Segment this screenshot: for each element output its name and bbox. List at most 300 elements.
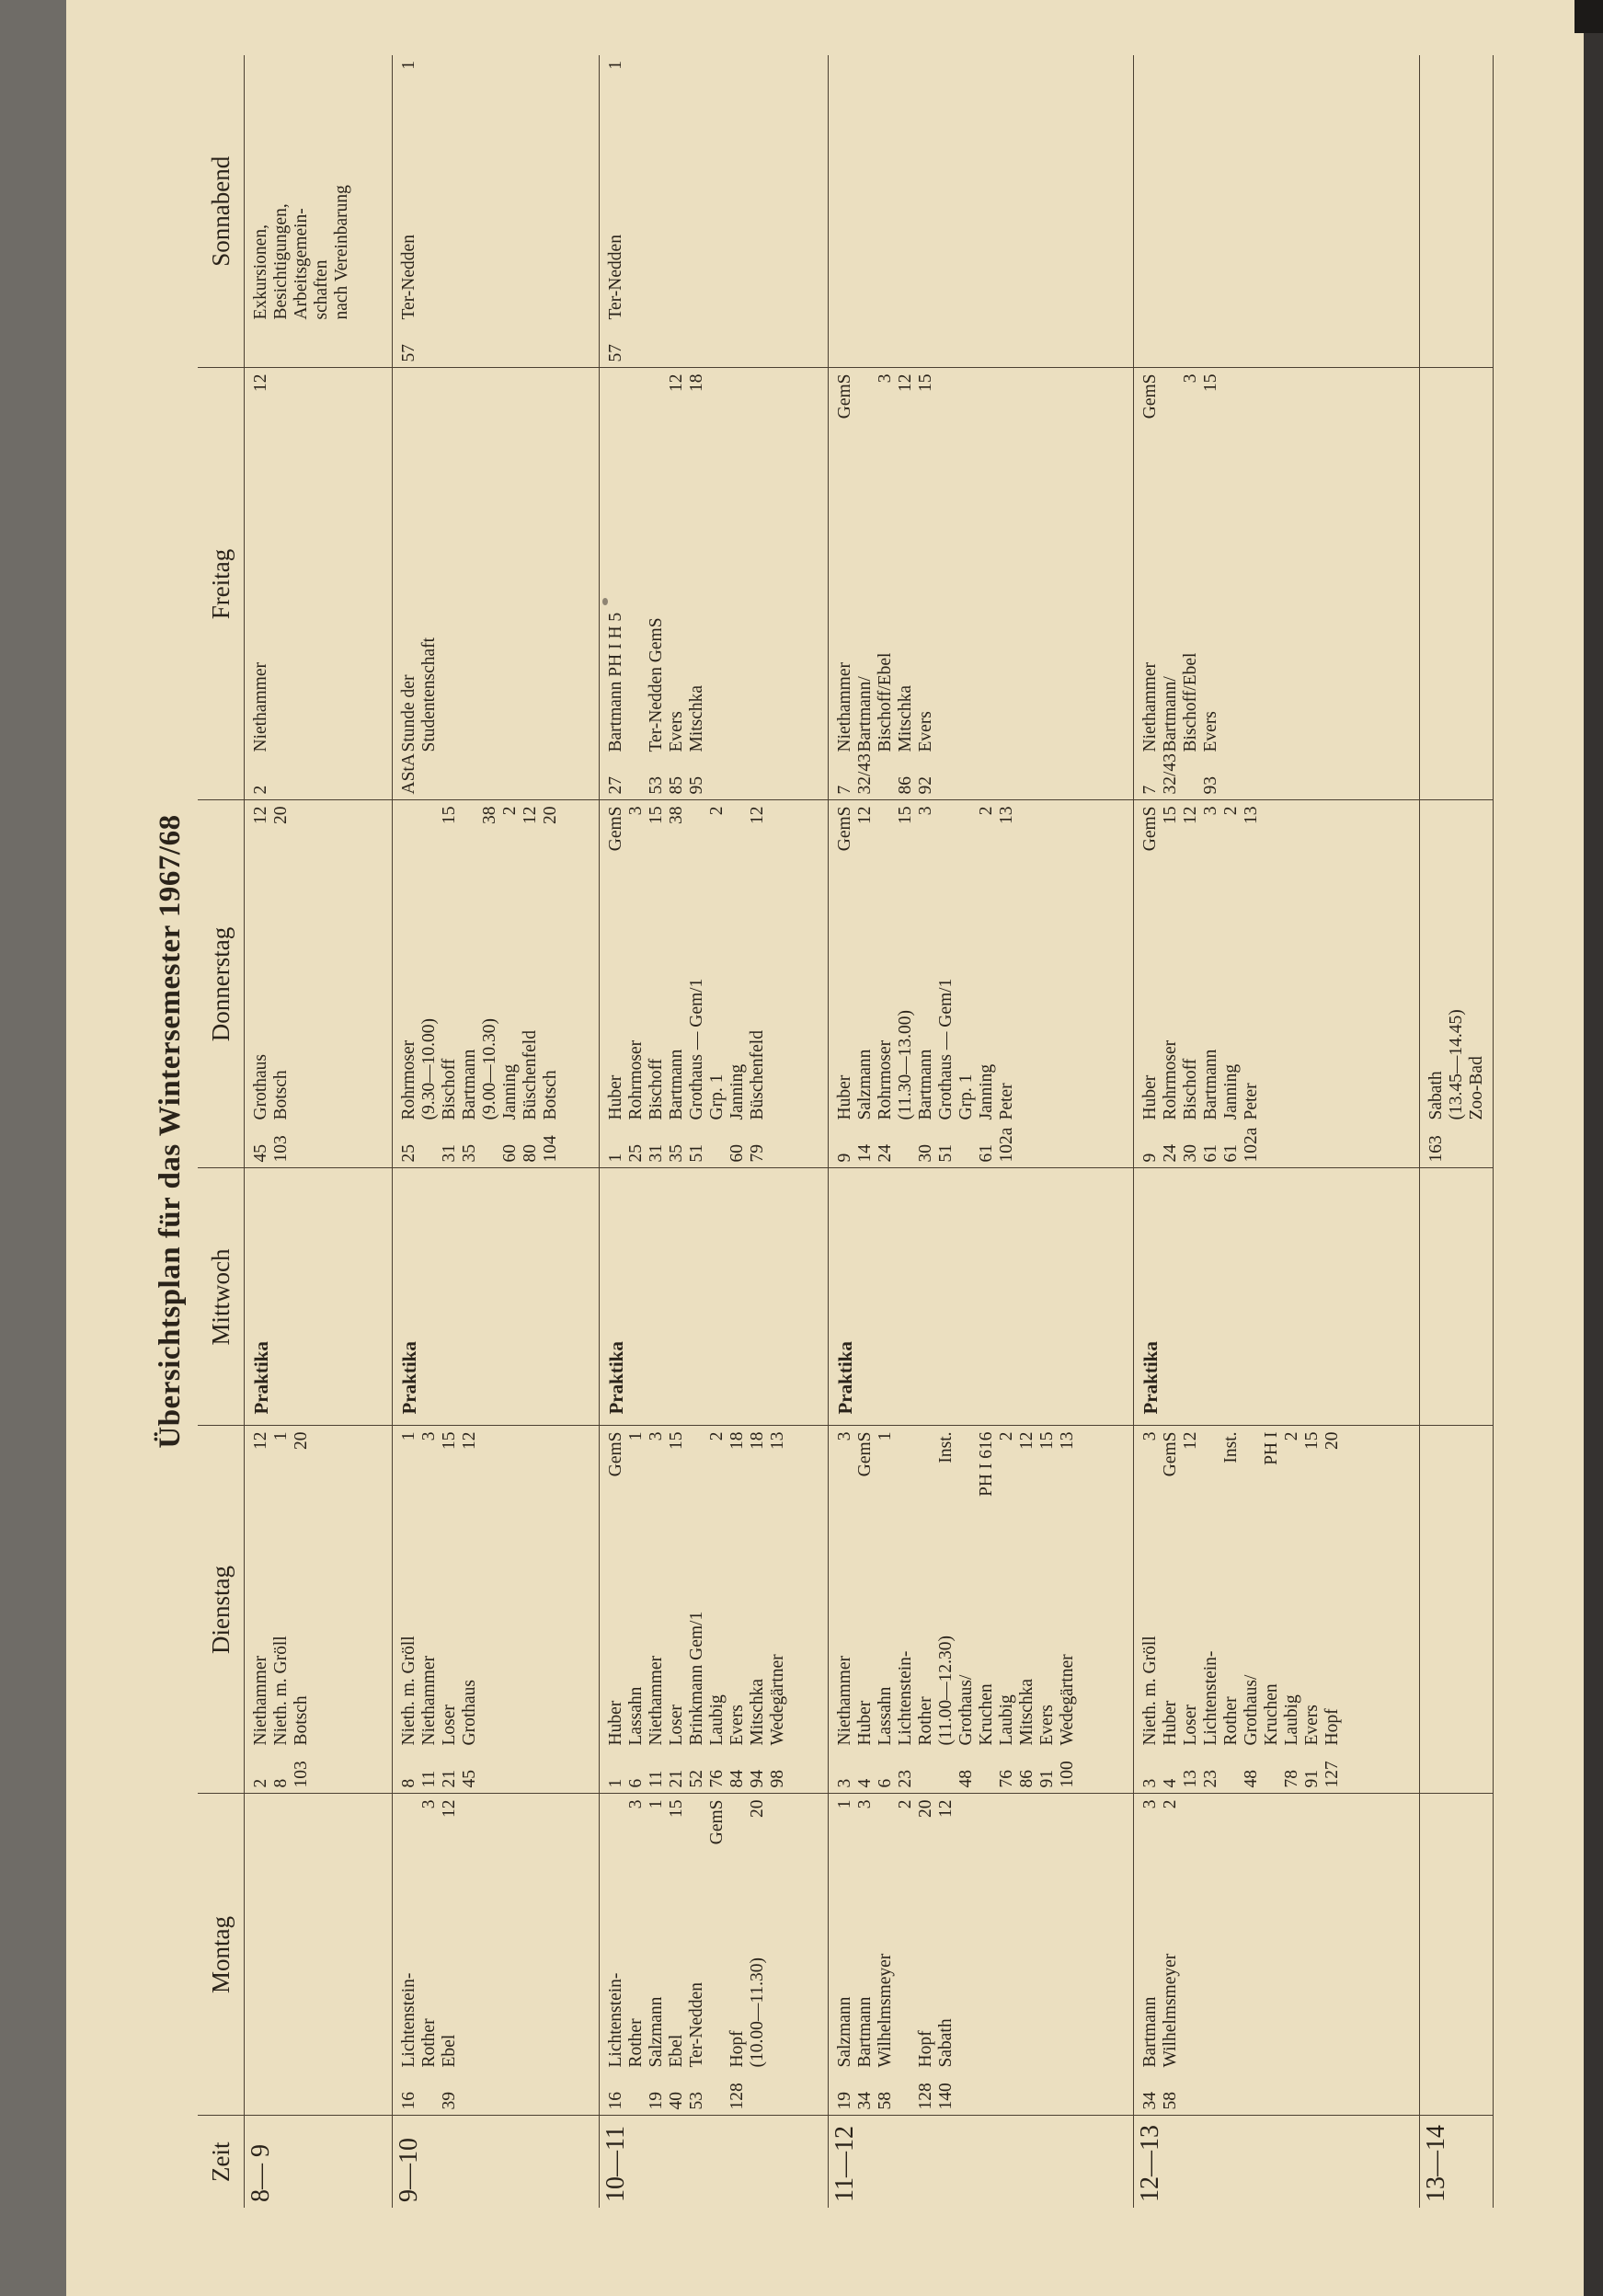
- course-number: 102a: [1242, 1127, 1261, 1163]
- schedule-row: [1420, 55, 1494, 2208]
- cell-mittwoch: [393, 1168, 600, 1426]
- course-text: Loser: [1181, 1705, 1200, 1746]
- course-text: Janning: [727, 1063, 747, 1120]
- time-slot: 10—11: [600, 2116, 829, 2208]
- course-text: Bischoff: [1181, 1058, 1200, 1120]
- course-text: Sabath: [936, 2018, 956, 2068]
- course-entry: [1161, 807, 1181, 1163]
- course-number: 45: [251, 1144, 270, 1163]
- cell-sonnabend: [393, 55, 600, 368]
- cell-freitag: [393, 368, 600, 800]
- room-label: 15: [440, 1431, 459, 1450]
- course-number: 1: [606, 1778, 625, 1788]
- course-text: Evers: [916, 711, 935, 752]
- room-label: 12: [936, 1799, 956, 1818]
- course-entry: [1242, 807, 1262, 1163]
- room-label: GemS: [835, 806, 854, 852]
- course-entry: [292, 61, 312, 362]
- room-label: GemS: [855, 1431, 875, 1477]
- room-label: 12: [748, 806, 767, 824]
- course-entry: [997, 807, 1017, 1163]
- course-entry: [977, 1432, 997, 1788]
- course-text: Niethammer: [251, 662, 270, 752]
- course-entry: [855, 1432, 876, 1788]
- cell-sonnabend: [1420, 55, 1494, 368]
- room-label: 12: [251, 1431, 270, 1450]
- course-number: 61: [1221, 1144, 1241, 1163]
- course-number: 6: [626, 1778, 646, 1788]
- course-number: 25: [399, 1144, 418, 1163]
- scan-corner-mark: [1574, 0, 1603, 33]
- course-number: 103: [271, 1135, 291, 1163]
- course-entry: [748, 1800, 768, 2110]
- course-entry: [916, 807, 936, 1163]
- cell-mittwoch: [1134, 1168, 1420, 1426]
- course-number: 34: [855, 2092, 875, 2110]
- room-label: 18: [687, 373, 706, 392]
- course-number: 14: [855, 1144, 875, 1163]
- course-number: 60: [727, 1144, 747, 1163]
- room-label: 15: [1302, 1431, 1322, 1450]
- cell-mittwoch: [1420, 1168, 1494, 1426]
- room-label: 1: [271, 1431, 291, 1441]
- course-number: 4: [1161, 1778, 1180, 1788]
- room-label: 1: [835, 1799, 854, 1809]
- course-entry: [687, 374, 707, 795]
- room-label: 2: [1282, 1431, 1301, 1441]
- course-text: Arbeitsgemein-: [292, 208, 311, 320]
- course-text: Lichtenstein-: [606, 1972, 625, 2068]
- course-entry: [606, 1175, 626, 1420]
- course-number: 92: [916, 776, 935, 795]
- header-donnerstag: Donnerstag: [198, 800, 245, 1168]
- cell-dienstag: [829, 1426, 1134, 1794]
- cell-montag: [829, 1794, 1134, 2116]
- room-label: 20: [271, 806, 291, 824]
- course-number: 84: [727, 1770, 747, 1788]
- course-number: 58: [1161, 2092, 1180, 2110]
- course-text: Lichtenstein-: [896, 1650, 915, 1746]
- course-text: Praktika: [1139, 1341, 1162, 1415]
- course-text: Bischoff/Ebel: [876, 652, 895, 752]
- room-label: 20: [541, 806, 560, 824]
- course-number: 128: [727, 2083, 747, 2110]
- course-number: 98: [768, 1770, 787, 1788]
- room-label: Inst.: [936, 1431, 956, 1464]
- course-entry: [667, 807, 687, 1163]
- schedule-body: [245, 55, 1494, 2208]
- room-label: 18: [748, 1431, 767, 1450]
- course-text: Niethammer: [647, 1656, 666, 1746]
- course-text: Grothaus — Gem/1: [687, 978, 706, 1120]
- course-number: 80: [521, 1144, 540, 1163]
- course-text: Lassahn: [626, 1686, 646, 1746]
- course-number: 86: [1017, 1770, 1036, 1788]
- course-text: Mitschka: [687, 684, 706, 752]
- course-entry: [835, 1175, 855, 1420]
- course-text: Bartmann/: [1161, 676, 1180, 752]
- course-entry: [1181, 1432, 1201, 1788]
- course-entry: [835, 1432, 855, 1788]
- course-text: Evers: [1201, 711, 1220, 752]
- course-entry: [1037, 1432, 1058, 1788]
- room-label: GemS: [1140, 373, 1160, 419]
- course-number: 35: [667, 1144, 686, 1163]
- cell-dienstag: [1134, 1426, 1420, 1794]
- course-text: Bartmann: [667, 1049, 686, 1120]
- cell-dienstag: [1420, 1426, 1494, 1794]
- header-zeit: Zeit: [198, 2116, 245, 2208]
- course-entry: [855, 374, 876, 795]
- cell-dienstag: [393, 1426, 600, 1794]
- course-text: Nieth. m. Gröll: [1140, 1636, 1160, 1746]
- schedule-row: [1134, 55, 1420, 2208]
- room-label: 15: [667, 1431, 686, 1450]
- course-text: Praktika: [250, 1341, 272, 1415]
- course-number: 39: [440, 2092, 459, 2110]
- cell-mittwoch: [829, 1168, 1134, 1426]
- course-number: 104: [541, 1135, 560, 1163]
- room-label: 20: [748, 1799, 767, 1818]
- course-number: 91: [1037, 1770, 1057, 1788]
- course-number: 48: [956, 1770, 976, 1788]
- course-entry: [1322, 1432, 1343, 1788]
- course-number: 53: [647, 776, 666, 795]
- course-text: Hopf: [916, 2030, 935, 2068]
- room-label: Inst.: [1221, 1431, 1241, 1464]
- course-entry: [1181, 807, 1201, 1163]
- room-label: 12: [855, 806, 875, 824]
- course-entry: [251, 61, 271, 362]
- course-number: 103: [292, 1761, 311, 1788]
- room-label: 12: [1017, 1431, 1036, 1450]
- cell-freitag: [600, 368, 829, 800]
- course-text: Grothaus/: [1242, 1674, 1261, 1746]
- course-number: 91: [1302, 1770, 1322, 1788]
- room-label: 2: [1221, 806, 1241, 816]
- course-text: Büschenfeld: [521, 1030, 540, 1120]
- room-label: GemS: [606, 806, 625, 852]
- course-entry: [667, 1432, 687, 1788]
- course-entry: [956, 807, 977, 1163]
- course-text: Niethammer: [835, 1656, 854, 1746]
- course-number: 95: [687, 776, 706, 795]
- course-entry: [419, 374, 440, 795]
- course-entry: [312, 61, 332, 362]
- course-number: 19: [647, 2092, 666, 2110]
- course-number: 79: [748, 1144, 767, 1163]
- course-number: 102a: [997, 1127, 1016, 1163]
- course-text: Nieth. m. Gröll: [399, 1636, 418, 1746]
- course-number: 25: [626, 1144, 646, 1163]
- course-entry: [419, 807, 440, 1163]
- course-entry: [997, 1432, 1017, 1788]
- course-number: 35: [460, 1144, 479, 1163]
- room-label: 1: [647, 1799, 666, 1809]
- course-entry: [440, 1800, 460, 2110]
- room-label: 20: [292, 1431, 311, 1450]
- room-label: 20: [1322, 1431, 1342, 1450]
- course-text: Bartmann: [855, 1996, 875, 2068]
- room-label: 12: [521, 806, 540, 824]
- course-entry: [647, 1432, 667, 1788]
- room-label: 38: [480, 806, 499, 824]
- course-text: Bartmann: [460, 1049, 479, 1120]
- course-entry: [399, 1175, 419, 1420]
- course-text: Niethammer: [1140, 662, 1160, 752]
- course-text: (11.30—13.00): [896, 1009, 915, 1120]
- course-entry: [916, 374, 936, 795]
- course-text: Botsch: [271, 1070, 291, 1120]
- room-label: GemS: [1161, 1431, 1180, 1477]
- course-number: 94: [748, 1770, 767, 1788]
- course-entry: [460, 1432, 480, 1788]
- course-number: 3: [835, 1778, 854, 1788]
- cell-dienstag: [600, 1426, 829, 1794]
- course-entry: [1017, 1432, 1037, 1788]
- course-number: 51: [936, 1144, 956, 1163]
- course-entry: [748, 807, 768, 1163]
- course-number: 30: [1181, 1144, 1200, 1163]
- room-label: 15: [667, 1799, 686, 1818]
- course-number: 7: [835, 785, 854, 795]
- course-entry: [936, 1432, 956, 1788]
- course-text: Hopf: [727, 2030, 747, 2068]
- header-mittwoch: Mittwoch: [198, 1168, 245, 1426]
- header-sonnabend: Sonnabend: [198, 55, 245, 368]
- room-label: 1: [399, 61, 418, 70]
- course-text: Grothaus: [251, 1054, 270, 1120]
- room-label: 3: [1201, 806, 1220, 816]
- cell-freitag: [245, 368, 393, 800]
- time-slot: 8— 9: [245, 2116, 393, 2208]
- rotated-content: [143, 55, 1486, 2208]
- course-number: 7: [1140, 785, 1160, 795]
- course-number: 53: [687, 2092, 706, 2110]
- course-entry: [500, 807, 521, 1163]
- course-number: 128: [916, 2083, 935, 2110]
- room-label: 13: [768, 1431, 787, 1450]
- course-entry: [399, 61, 419, 362]
- course-number: 58: [876, 2092, 895, 2110]
- room-label: 3: [1181, 373, 1200, 384]
- course-entry: [855, 1800, 876, 2110]
- course-entry: [521, 807, 541, 1163]
- course-text: Nieth. m. Gröll: [271, 1636, 291, 1746]
- cell-montag: [245, 1794, 393, 2116]
- room-label: 12: [1181, 1431, 1200, 1450]
- course-number: 3: [1140, 1778, 1160, 1788]
- cell-mittwoch: [600, 1168, 829, 1426]
- course-text: Mitschka: [1017, 1678, 1036, 1746]
- course-text: (9.30—10.00): [419, 1018, 439, 1120]
- course-text: Salzmann: [647, 1996, 666, 2068]
- room-label: 18: [727, 1431, 747, 1450]
- header-freitag: Freitag: [198, 368, 245, 800]
- schedule-row: [245, 55, 393, 2208]
- course-entry: [1201, 374, 1221, 795]
- course-number: 13: [1181, 1770, 1200, 1788]
- course-entry: [707, 807, 727, 1163]
- course-entry: [667, 374, 687, 795]
- course-text: Rohrmoser: [876, 1039, 895, 1120]
- course-number: 76: [997, 1770, 1016, 1788]
- course-text: Salzmann: [835, 1996, 854, 2068]
- course-entry: [1161, 1432, 1181, 1788]
- course-entry: [1161, 1800, 1181, 2110]
- course-number: 30: [916, 1144, 935, 1163]
- room-label: 13: [1242, 806, 1261, 824]
- room-label: 38: [667, 806, 686, 824]
- room-label: 15: [1161, 806, 1180, 824]
- course-text: Evers: [727, 1705, 747, 1746]
- course-text: Büschenfeld: [748, 1030, 767, 1120]
- course-entry: [727, 807, 748, 1163]
- course-text: Praktika: [398, 1341, 420, 1415]
- course-entry: [896, 374, 916, 795]
- room-label: 3: [626, 806, 646, 816]
- course-number: 21: [440, 1770, 459, 1788]
- course-text: Lassahn: [876, 1686, 895, 1746]
- course-text: nach Vereinbarung: [332, 185, 351, 320]
- course-entry: [399, 1432, 419, 1788]
- course-text: Praktika: [834, 1341, 856, 1415]
- course-text: Hopf: [1322, 1708, 1342, 1746]
- course-text: Huber: [855, 1700, 875, 1746]
- course-entry: [626, 1432, 647, 1788]
- room-label: 3: [916, 806, 935, 816]
- course-text: Grp. 1: [707, 1073, 727, 1120]
- course-number: 127: [1322, 1761, 1342, 1788]
- course-text: Wedegärtner: [768, 1654, 787, 1746]
- room-label: PH I: [1262, 1431, 1281, 1465]
- header-montag: Montag: [198, 1794, 245, 2116]
- course-entry: [876, 1800, 896, 2110]
- course-number: 34: [1140, 2092, 1160, 2110]
- course-text: Ebel: [440, 2034, 459, 2068]
- course-text: Mitschka: [748, 1678, 767, 1746]
- course-text: (9.00—10.30): [480, 1018, 499, 1120]
- course-text: Praktika: [605, 1341, 627, 1415]
- course-number: 86: [896, 776, 915, 795]
- room-label: 3: [1140, 1431, 1160, 1441]
- course-text: Huber: [1140, 1074, 1160, 1120]
- course-text: Sabath: [1426, 1071, 1446, 1120]
- cell-montag: [600, 1794, 829, 2116]
- course-number: 4: [855, 1778, 875, 1788]
- course-entry: [727, 1432, 748, 1788]
- course-text: Ter-Nedden: [687, 1982, 706, 2068]
- course-entry: [687, 1800, 707, 2110]
- course-text: Janning: [1221, 1063, 1241, 1120]
- course-text: Huber: [606, 1074, 625, 1120]
- course-entry: [271, 61, 292, 362]
- room-label: 12: [667, 373, 686, 392]
- course-text: Bischoff: [647, 1058, 666, 1120]
- course-entry: [1201, 1432, 1221, 1788]
- course-entry: [606, 1800, 626, 2110]
- course-entry: [707, 1800, 727, 2110]
- page-title: Übersichtsplan für das Wintersemester 1967/68: [154, 814, 187, 1449]
- course-entry: [916, 1432, 936, 1788]
- room-label: GemS: [707, 1799, 727, 1845]
- course-entry: [835, 807, 855, 1163]
- schedule-row: [829, 55, 1134, 2208]
- room-label: 2: [896, 1799, 915, 1809]
- room-label: 13: [1058, 1431, 1077, 1450]
- course-text: Lichtenstein-: [1201, 1650, 1220, 1746]
- course-text: Bischoff/Ebel: [1181, 652, 1200, 752]
- course-entry: [460, 807, 480, 1163]
- course-entry: [727, 1800, 748, 2110]
- course-number: 8: [399, 1778, 418, 1788]
- course-text: Kruchen: [977, 1683, 996, 1746]
- course-text: Besichtigungen,: [271, 203, 291, 320]
- course-entry: [1221, 1432, 1242, 1788]
- room-label: 3: [419, 1431, 439, 1441]
- course-number: 45: [460, 1770, 479, 1788]
- course-text: Bartmann: [1140, 1996, 1160, 2068]
- course-number: 140: [936, 2083, 956, 2110]
- header-dienstag: Dienstag: [198, 1426, 245, 1794]
- course-entry: [292, 1432, 312, 1788]
- time-slot: 13—14: [1420, 2116, 1494, 2208]
- course-entry: [1201, 807, 1221, 1163]
- course-entry: [768, 1432, 788, 1788]
- course-entry: [419, 1432, 440, 1788]
- course-number: 2: [251, 785, 270, 795]
- course-text: Peter: [1242, 1083, 1261, 1120]
- course-text: Laubig: [997, 1694, 1016, 1746]
- room-label: 20: [916, 1799, 935, 1818]
- course-entry: [916, 1800, 936, 2110]
- course-number: AStA: [399, 753, 418, 795]
- course-entry: [419, 1800, 440, 2110]
- room-label: 2: [707, 1431, 727, 1441]
- cell-montag: [393, 1794, 600, 2116]
- course-number: 85: [667, 776, 686, 795]
- room-label: 3: [835, 1431, 854, 1441]
- course-entry: [606, 374, 626, 795]
- course-entry: [541, 807, 561, 1163]
- course-number: 24: [1161, 1144, 1180, 1163]
- cell-sonnabend: [829, 55, 1134, 368]
- course-text: Ter-Nedden: [606, 235, 625, 320]
- room-label: 12: [251, 373, 270, 392]
- course-entry: [440, 807, 460, 1163]
- course-number: 52: [687, 1770, 706, 1788]
- header-row: [198, 55, 245, 2208]
- course-entry: [896, 1800, 916, 2110]
- course-number: 11: [419, 1770, 439, 1788]
- course-entry: [1221, 807, 1242, 1163]
- course-number: 24: [876, 1144, 895, 1163]
- course-entry: [896, 807, 916, 1163]
- course-number: 93: [1201, 776, 1220, 795]
- course-entry: [606, 807, 626, 1163]
- course-number: 2: [251, 1778, 270, 1788]
- course-entry: [855, 807, 876, 1163]
- room-label: GemS: [1140, 806, 1160, 852]
- course-number: 163: [1426, 1135, 1446, 1163]
- course-text: Grothaus/: [956, 1674, 976, 1746]
- course-entry: [480, 807, 500, 1163]
- course-number: 48: [1242, 1770, 1261, 1788]
- course-entry: [687, 1432, 707, 1788]
- course-text: Ebel: [667, 2034, 686, 2068]
- cell-freitag: [1420, 368, 1494, 800]
- course-text: Kruchen: [1262, 1683, 1281, 1746]
